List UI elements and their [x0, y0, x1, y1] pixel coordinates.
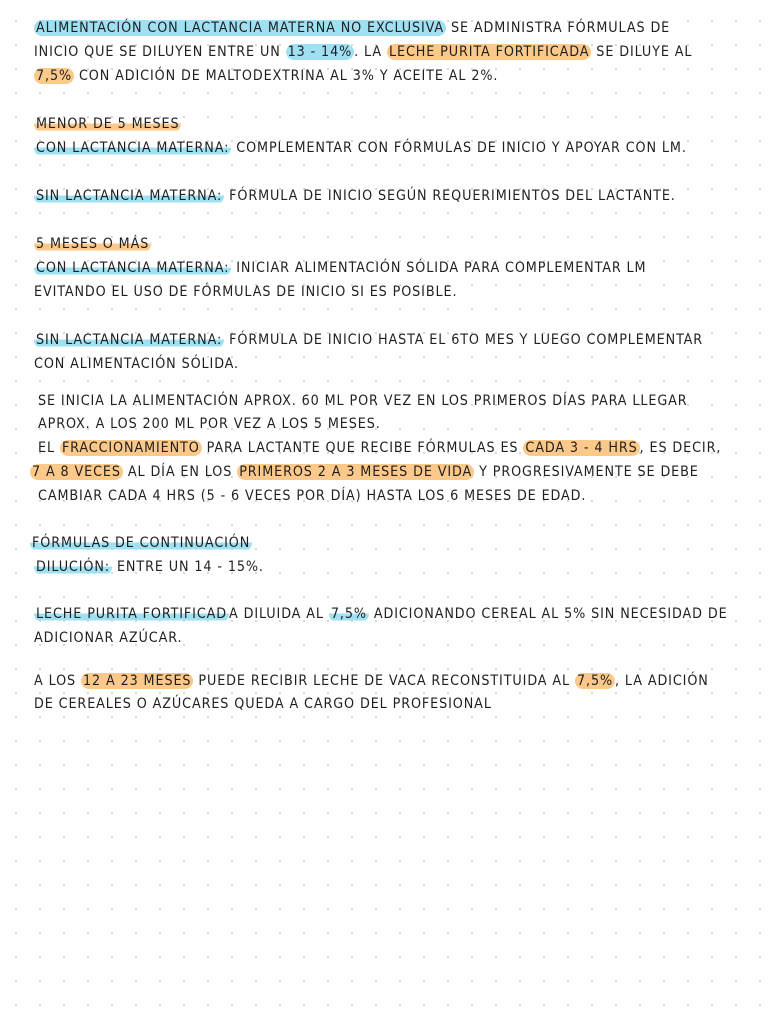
- para1-line2: INICIO QUE SE DILUYEN ENTRE UN 13 - 14% . LA LECHE PURITA FORTIFICADA SE DILUYE AL: [34, 44, 693, 60]
- highlight-leche-purita: LECHE PURITA FORTIFICADA: [388, 44, 590, 60]
- dilucion-line: DILUCIÓN: ENTRE UN 14 - 15%.: [36, 559, 264, 575]
- heading-formulas-continuacion: FÓRMULAS DE CONTINUACIÓN: [32, 535, 251, 551]
- highlight-lactancia-no-exclusiva: ALIMENTACIÓN CON LACTANCIA MATERNA NO EXCLUSIVA: [36, 20, 445, 36]
- vaca-line1: A LOS 12 A 23 MESES PUEDE RECIBIR LECHE DE VACA RECONSTITUIDA AL 7,5% , LA ADICIÓN: [34, 673, 709, 689]
- inicio-line1: SE INICIA LA ALIMENTACIÓN APROX. 60 ML POR VEZ EN LOS PRIMEROS DÍAS PARA LLEGAR: [38, 393, 688, 409]
- highlight-primeros-meses: PRIMEROS 2 A 3 MESES DE VIDA: [239, 464, 473, 480]
- purita-line1: LECHE PURITA FORTIFICAD A DILUIDA AL 7,5% ADICIONANDO CEREAL AL 5% SIN NECESIDAD DE: [36, 606, 728, 622]
- highlight-cada-3-4-hrs: CADA 3 - 4 HRS: [525, 440, 638, 456]
- purita-line2: ADICIONAR AZÚCAR.: [34, 630, 183, 646]
- inicio-line5: CAMBIAR CADA 4 HRS (5 - 6 VECES POR DÍA) HASTA LOS 6 MESES DE EDAD.: [38, 488, 587, 504]
- menor-con-lactancia: CON LACTANCIA MATERNA: COMPLEMENTAR CON FÓRMULAS DE INICIO Y APOYAR CON LM.: [36, 140, 687, 156]
- mayor-con-lactancia: CON LACTANCIA MATERNA: INICIAR ALIMENTACIÓN SÓLIDA PARA COMPLEMENTAR LM: [36, 260, 647, 276]
- inicio-line3: EL FRACCIONAMIENTO PARA LACTANTE QUE RECIBE FÓRMULAS ES CADA 3 - 4 HRS , ES DECIR,: [38, 440, 722, 456]
- label-sin-lactancia: SIN LACTANCIA MATERNA:: [36, 332, 223, 348]
- highlight-7-5: 7,5%: [576, 673, 613, 689]
- heading-menor-5-meses: MENOR DE 5 MESES: [36, 116, 180, 132]
- mayor-sin-lactancia: SIN LACTANCIA MATERNA: FÓRMULA DE INICIO HASTA EL 6TO MES Y LUEGO COMPLEMENTAR: [36, 332, 704, 348]
- highlight-fraccionamiento: FRACCIONAMIENTO: [61, 440, 200, 456]
- mayor-sin-lactancia-cont: CON ALIMENTACIÓN SÓLIDA.: [34, 356, 240, 372]
- label-dilucion: DILUCIÓN:: [36, 559, 111, 575]
- highlight-7-5: 7,5%: [36, 68, 73, 84]
- heading-5-meses-o-mas: 5 MESES O MÁS: [36, 236, 150, 252]
- inicio-line2: APROX. A LOS 200 ML POR VEZ A LOS 5 MESES.: [38, 416, 381, 432]
- highlight-7-5: 7,5%: [330, 606, 367, 622]
- mayor-con-lactancia-cont: EVITANDO EL USO DE FÓRMULAS DE INICIO SI ES POSIBLE.: [34, 284, 458, 300]
- inicio-line4: 7 A 8 VECES AL DÍA EN LOS PRIMEROS 2 A 3 MESES DE VIDA Y PROGRESIVAMENTE SE DEBE: [32, 464, 699, 480]
- highlight-7-a-8-veces: 7 A 8 VECES: [32, 464, 121, 480]
- menor-sin-lactancia: SIN LACTANCIA MATERNA: FÓRMULA DE INICIO SEGÚN REQUERIMIENTOS DEL LACTANTE.: [36, 188, 676, 204]
- label-con-lactancia: CON LACTANCIA MATERNA:: [36, 140, 230, 156]
- para1-line1: ALIMENTACIÓN CON LACTANCIA MATERNA NO EXCLUSIVA SE ADMINISTRA FÓRMULAS DE: [36, 20, 671, 36]
- label-sin-lactancia: SIN LACTANCIA MATERNA:: [36, 188, 223, 204]
- para1-line3: 7,5% CON ADICIÓN DE MALTODEXTRINA AL 3% Y ACEITE AL 2%.: [36, 68, 499, 84]
- label-con-lactancia: CON LACTANCIA MATERNA:: [36, 260, 230, 276]
- highlight-13-14: 13 - 14%: [287, 44, 353, 60]
- vaca-line2: DE CEREALES O AZÚCARES QUEDA A CARGO DEL PROFESIONAL: [34, 696, 492, 712]
- highlight-12-a-23-meses: 12 A 23 MESES: [83, 673, 192, 689]
- highlight-leche-purita-fortificada: LECHE PURITA FORTIFICAD: [36, 606, 228, 622]
